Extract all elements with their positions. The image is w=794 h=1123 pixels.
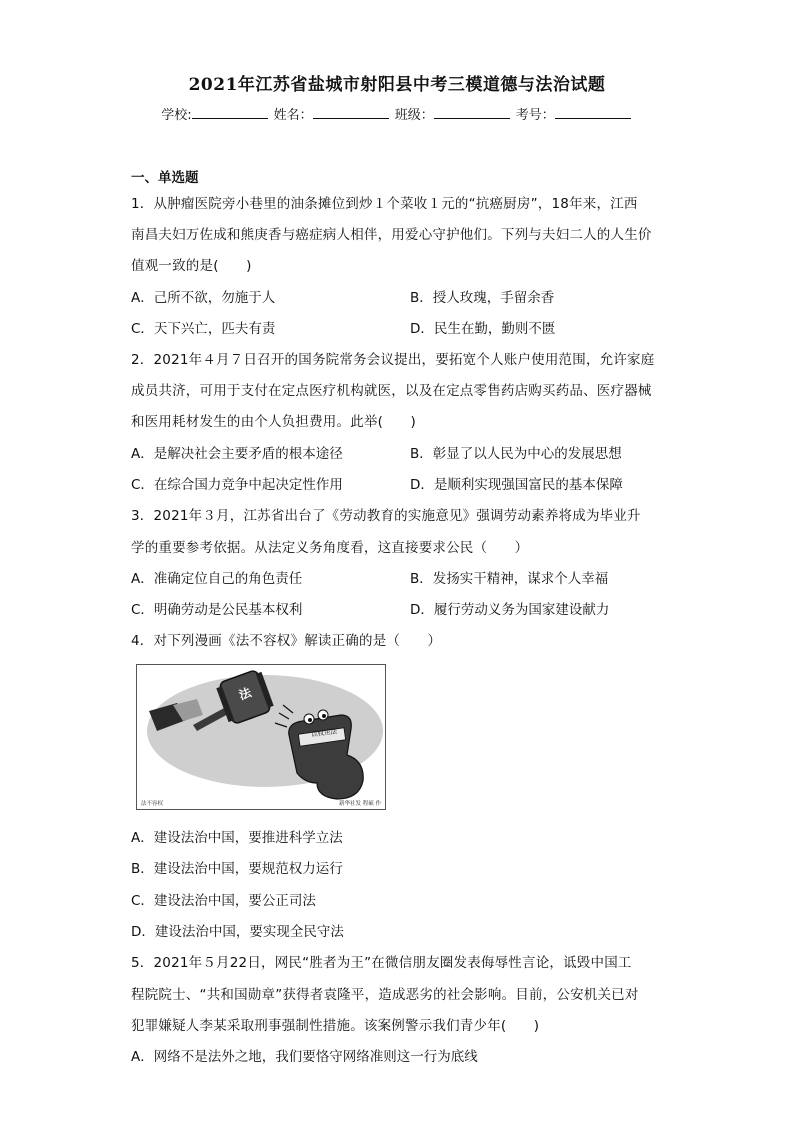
q2-line-2: 成员共济，可用于支付在定点医疗机构就医，以及在定点零售药店购买药品、医疗器械 (131, 383, 652, 399)
q2-line-3: 和医用耗材发生的由个人负担费用。此举( ) (131, 414, 416, 430)
q1-line-3: 值观一致的是( ) (131, 258, 252, 274)
q1-option-c[interactable]: C．天下兴亡，匹夫有责 (131, 321, 276, 337)
q3-line-1: 3．2021年３月，江苏省出台了《劳动教育的实施意见》强调劳动素养将成为毕业升 (131, 508, 641, 524)
q3-option-b[interactable]: B．发扬实干精神，谋求个人幸福 (410, 571, 609, 587)
q1-line-1: 1．从肿瘤医院旁小巷里的油条摊位到炒１个菜收１元的“抗癌厨房”，18年来，江西 (131, 196, 638, 212)
q4-option-c[interactable]: C．建设法治中国，要公正司法 (131, 893, 316, 909)
q5-line-1: 5．2021年５月22日，网民“胜者为王”在微信朋友圈发表侮辱性言论，诋毁中国工 (131, 955, 632, 971)
school-blank[interactable] (192, 106, 268, 119)
cartoon-image (136, 664, 386, 810)
q2-option-d[interactable]: D．是顺利实现强国富民的基本保障 (410, 477, 623, 493)
number-label: 考号： (515, 108, 555, 123)
name-label: 姓名： (273, 108, 313, 123)
q3-option-d[interactable]: D．履行劳动义务为国家建设献力 (410, 602, 610, 618)
class-blank[interactable] (434, 106, 510, 119)
q3-option-a[interactable]: A．准确定位自己的角色责任 (131, 571, 303, 587)
q1-option-b[interactable]: B．授人玫瑰，手留余香 (410, 290, 555, 306)
q2-option-a[interactable]: A．是解决社会主要矛盾的根本途径 (131, 446, 343, 462)
q4-line-1: 4．对下列漫画《法不容权》解读正确的是（ ） (131, 633, 442, 649)
gavel-label: 法 (237, 685, 254, 703)
cartoon-caption-left: 法不容权 (141, 801, 164, 807)
q4-option-a[interactable]: A．建设法治中国，要推进科学立法 (131, 830, 343, 846)
cartoon-caption-right: 新华社发 程硕 作 (339, 801, 381, 807)
q5-option-a[interactable]: A．网络不是法外之地，我们要恪守网络准则这一行为底线 (131, 1049, 478, 1065)
student-info-row (0, 104, 794, 123)
class-label: 班级： (394, 108, 434, 123)
name-blank[interactable] (313, 106, 389, 119)
q3-option-c[interactable]: C．明确劳动是公民基本权利 (131, 602, 303, 618)
number-blank[interactable] (555, 106, 631, 119)
q1-option-d[interactable]: D．民生在勤，勤则不匮 (410, 321, 556, 337)
q2-option-b[interactable]: B．彰显了以人民为中心的发展思想 (410, 446, 622, 462)
figure-label: 以权压法 (310, 727, 338, 739)
q1-option-a[interactable]: A．己所不欲，勿施于人 (131, 290, 276, 306)
q5-line-2: 程院院士、“共和国勋章”获得者袁隆平，造成恶劣的社会影响。目前，公安机关已对 (131, 987, 639, 1003)
cartoon-illustration (137, 665, 385, 809)
q4-option-b[interactable]: B．建设法治中国，要规范权力运行 (131, 861, 343, 877)
section-heading: 一、单选题 (131, 170, 199, 186)
q4-option-d[interactable]: D．建设法治中国，要实现全民守法 (131, 924, 344, 940)
q5-line-3: 犯罪嫌疑人李某采取刑事强制性措施。该案例警示我们青少年( ) (131, 1018, 540, 1034)
q2-option-c[interactable]: C．在综合国力竞争中起决定性作用 (131, 477, 343, 493)
page-title: 2021年江苏省盐城市射阳县中考三模道德与法治试题 (188, 75, 606, 95)
q3-line-2: 学的重要参考依据。从法定义务角度看，这直接要求公民（ ） (131, 540, 529, 556)
school-label: 学校: (161, 108, 192, 123)
q1-line-2: 南昌夫妇万佐成和熊庚香与癌症病人相伴，用爱心守护他们。下列与夫妇二人的人生价 (131, 227, 652, 243)
q2-line-1: 2．2021年４月７日召开的国务院常务会议提出，要拓宽个人账户使用范围，允许家庭 (131, 352, 655, 368)
